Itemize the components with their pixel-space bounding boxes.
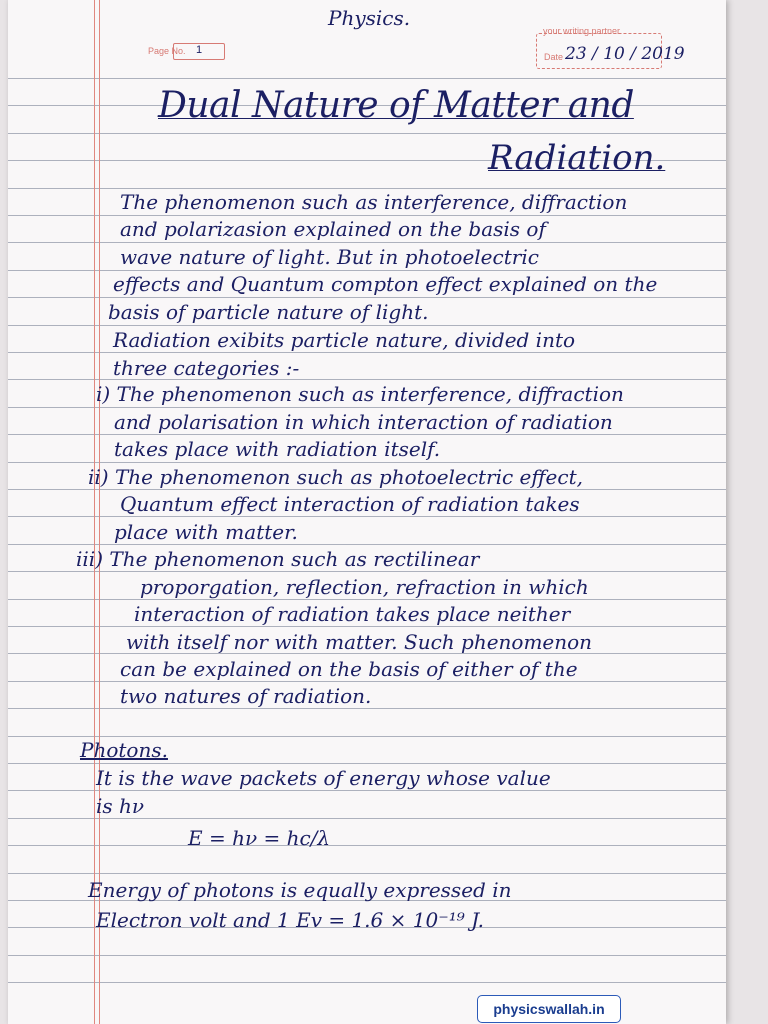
ruled-line [8, 736, 726, 737]
text-line: is hν [96, 794, 145, 818]
text-line: effects and Quantum compton effect explained on the [113, 272, 658, 296]
ruled-line [8, 845, 726, 846]
text-line: takes place with radiation itself. [114, 437, 441, 461]
date-value: 23 / 10 / 2019 [565, 44, 685, 64]
text-line: two natures of radiation. [120, 684, 372, 708]
page-no-value: 1 [196, 44, 203, 56]
ruled-line [8, 215, 726, 216]
ruled-line [8, 955, 726, 956]
page-title-continued: Radiation. [488, 138, 666, 178]
list-item: i) The phenomenon such as interference, diffraction [96, 382, 624, 406]
margin-line [94, 0, 95, 1024]
text-line: Electron volt and 1 Ev = 1.6 × 10⁻¹⁹ J. [96, 908, 484, 932]
text-line: three categories :- [113, 356, 300, 380]
ruled-line [8, 790, 726, 791]
text-line: The phenomenon such as interference, diffraction [120, 190, 628, 214]
list-item: iii) The phenomenon such as rectilinear [76, 547, 480, 571]
ruled-line [8, 873, 726, 874]
ruled-line [8, 407, 726, 408]
ruled-line [8, 188, 726, 189]
text-line: interaction of radiation takes place neither [134, 602, 571, 626]
ruled-line [8, 489, 726, 490]
ruled-line [8, 325, 726, 326]
margin-line [99, 0, 100, 1024]
text-line: can be explained on the basis of either of the [120, 657, 578, 681]
page-title: Dual Nature of Matter and [158, 85, 634, 126]
formula: E = hν = hc/λ [188, 826, 331, 850]
ruled-line [8, 681, 726, 682]
text-line: with itself nor with matter. Such phenomenon [126, 630, 593, 654]
brand-tagline: your writing partner [543, 26, 621, 36]
text-line: wave nature of light. But in photoelectric [120, 245, 539, 269]
ruled-line [8, 352, 726, 353]
text-line: and polarisation in which interaction of radiation [114, 410, 613, 434]
text-line: proporgation, reflection, refraction in which [140, 575, 589, 599]
text-line: place with matter. [114, 520, 298, 544]
section-heading: Photons. [80, 738, 168, 762]
text-line: Energy of photons is equally expressed in [88, 878, 512, 902]
ruled-line [8, 599, 726, 600]
text-line: It is the wave packets of energy whose value [96, 766, 551, 790]
ruled-line [8, 982, 726, 983]
ruled-line [8, 434, 726, 435]
ruled-line [8, 544, 726, 545]
text-line: basis of particle nature of light. [108, 300, 429, 324]
watermark-badge [477, 995, 621, 1023]
ruled-line [8, 270, 726, 271]
subject-heading: Physics. [328, 6, 411, 30]
ruled-line [8, 571, 726, 572]
page-no-label: Page No. [148, 46, 186, 56]
ruled-line [8, 763, 726, 764]
list-item: ii) The phenomenon such as photoelectric effect, [88, 465, 583, 489]
ruled-line [8, 516, 726, 517]
ruled-line [8, 78, 726, 79]
date-label: Date [544, 52, 564, 62]
ruled-line [8, 818, 726, 819]
ruled-line [8, 133, 726, 134]
ruled-line [8, 626, 726, 627]
text-line: and polarizasion explained on the basis of [120, 217, 546, 241]
ruled-line [8, 242, 726, 243]
ruled-line [8, 297, 726, 298]
ruled-line [8, 462, 726, 463]
watermark-text: physicswallah.in [493, 1001, 605, 1017]
notebook-page [8, 0, 726, 1024]
text-line: Radiation exibits particle nature, divided into [113, 328, 576, 352]
text-line: Quantum effect interaction of radiation takes [120, 492, 580, 516]
ruled-line [8, 708, 726, 709]
